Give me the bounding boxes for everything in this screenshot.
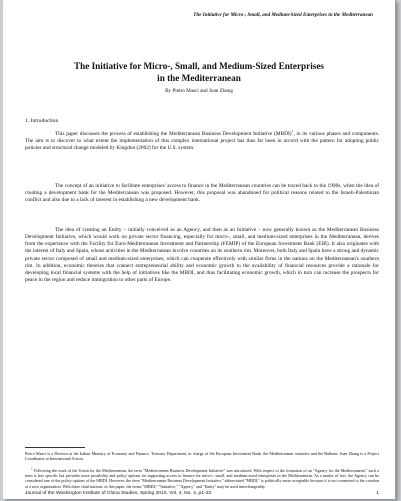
author-line: By Pietro Masci and Juan Zhang [165, 88, 233, 94]
document-page [3, 0, 396, 499]
paper-title [3, 60, 395, 84]
author-bio-footnote: Pietro Masci is a Director at the Italian Ministry of Economy and Finance, Treasury Department, in charge of the European Investment Bank, the Mediterranean countries and the Balkans. Juan Zhang is a Project Coordinator at International Action. [25, 451, 379, 462]
paragraph-1-end: , in its various phases and components. The aim is to discover to what extent the implementation of this complex international project has thus far been in accord with the pattern for adopting public policies and structural change modeled by Kingdon (2002) for the U.S. system. [25, 131, 379, 152]
paragraph-1-start: This paper discusses the process of establishing the Mediterranean Business Development Initiative (MBDI) [55, 131, 292, 137]
journal-citation: Journal of the Washington Institute of China Studies, Spring 2010, Vol. 4, No. 4, p1-23 [25, 491, 212, 496]
paragraph-3: The idea of creating an Entity – initially conceived as an Agency, and then as an Initiative – now generally known as the Mediterranean Business Development Initiative, which would work on private sector financing, especially for micro-, small, and medium-sized enterprises in the Mediterranean, derives from the experience with the Facility for Euro-Mediterranean Investment and Partnership (FEMIP) of the European Investment Bank (EIB). It also originates with the interest of Italy and Spain, whose activities in the Mediterranean involve countries on its southern rim. Moreover, both Italy and Spain have a strong and dynamic private sector composed of small and medium-sized enterprises, which can cooperate effectively with similar firms in the nations on the Mediterranean's southern rim. In addition, economic theories that connect entrepreneurial ability and economic growth to the availability of financial resources provide a rationale for developing local financial systems with the help of initiatives like the MBDI, and thus facilitating economic growth, which in turn can increase the prospects for peace in the region and reduce immigration to other parts of Europe. [25, 227, 379, 284]
page-number: 1 [376, 491, 379, 496]
paragraph-1 [25, 131, 379, 152]
footnote-1-text: Following the work of the Union for the Mediterranean, the term "Mediterranean Business Development Initiative" was introduced. With respect to the formation of an "Agency for the Mediterranean," such a term is less specific but provides more possibility and policy options for supporting access to finance for micro-, small, and medium-sized enterprises in the Mediterranean. As a matter of fact, the Agency can be considered one of the policy options of the MBDI. However, the term "Mediterranean Business Development Initiative," abbreviated "MBDI," is politically more acceptable because it is not connected to the creation of a new organization. With these clarifications, in this paper, the terms "MBDI," "Initiative," "Agency" and "Entity" may be used interchangeably. [25, 468, 379, 489]
running-header: The Initiative for Micro-, Small, and Medium-Sized Enterprises in the Mediterranean [193, 12, 373, 18]
footnote-1 [25, 468, 379, 489]
page-footer [25, 491, 379, 496]
title-line-2: in the Mediterranean [157, 73, 241, 83]
footnote-1-number: 1 [31, 466, 33, 471]
section-heading: 1. Introduction [25, 118, 59, 124]
footnote-separator [25, 447, 85, 448]
title-line-1: The Initiative for Micro-, Small, and Medium-Sized Enterprises [73, 61, 324, 71]
footnote-ref-1[interactable]: 1 [291, 129, 294, 134]
paragraph-2: The concept of an initiative to facilitate enterprises' access to finance in the Mediterranean countries can be traced back to the 1990s, when the idea of creating a development bank for the Mediterranean was proposed. However, this proposal was abandoned for political reasons related to the Israeli-Palestinian conflict and also due to a lack of interest in establishing a new development bank. [25, 183, 379, 204]
